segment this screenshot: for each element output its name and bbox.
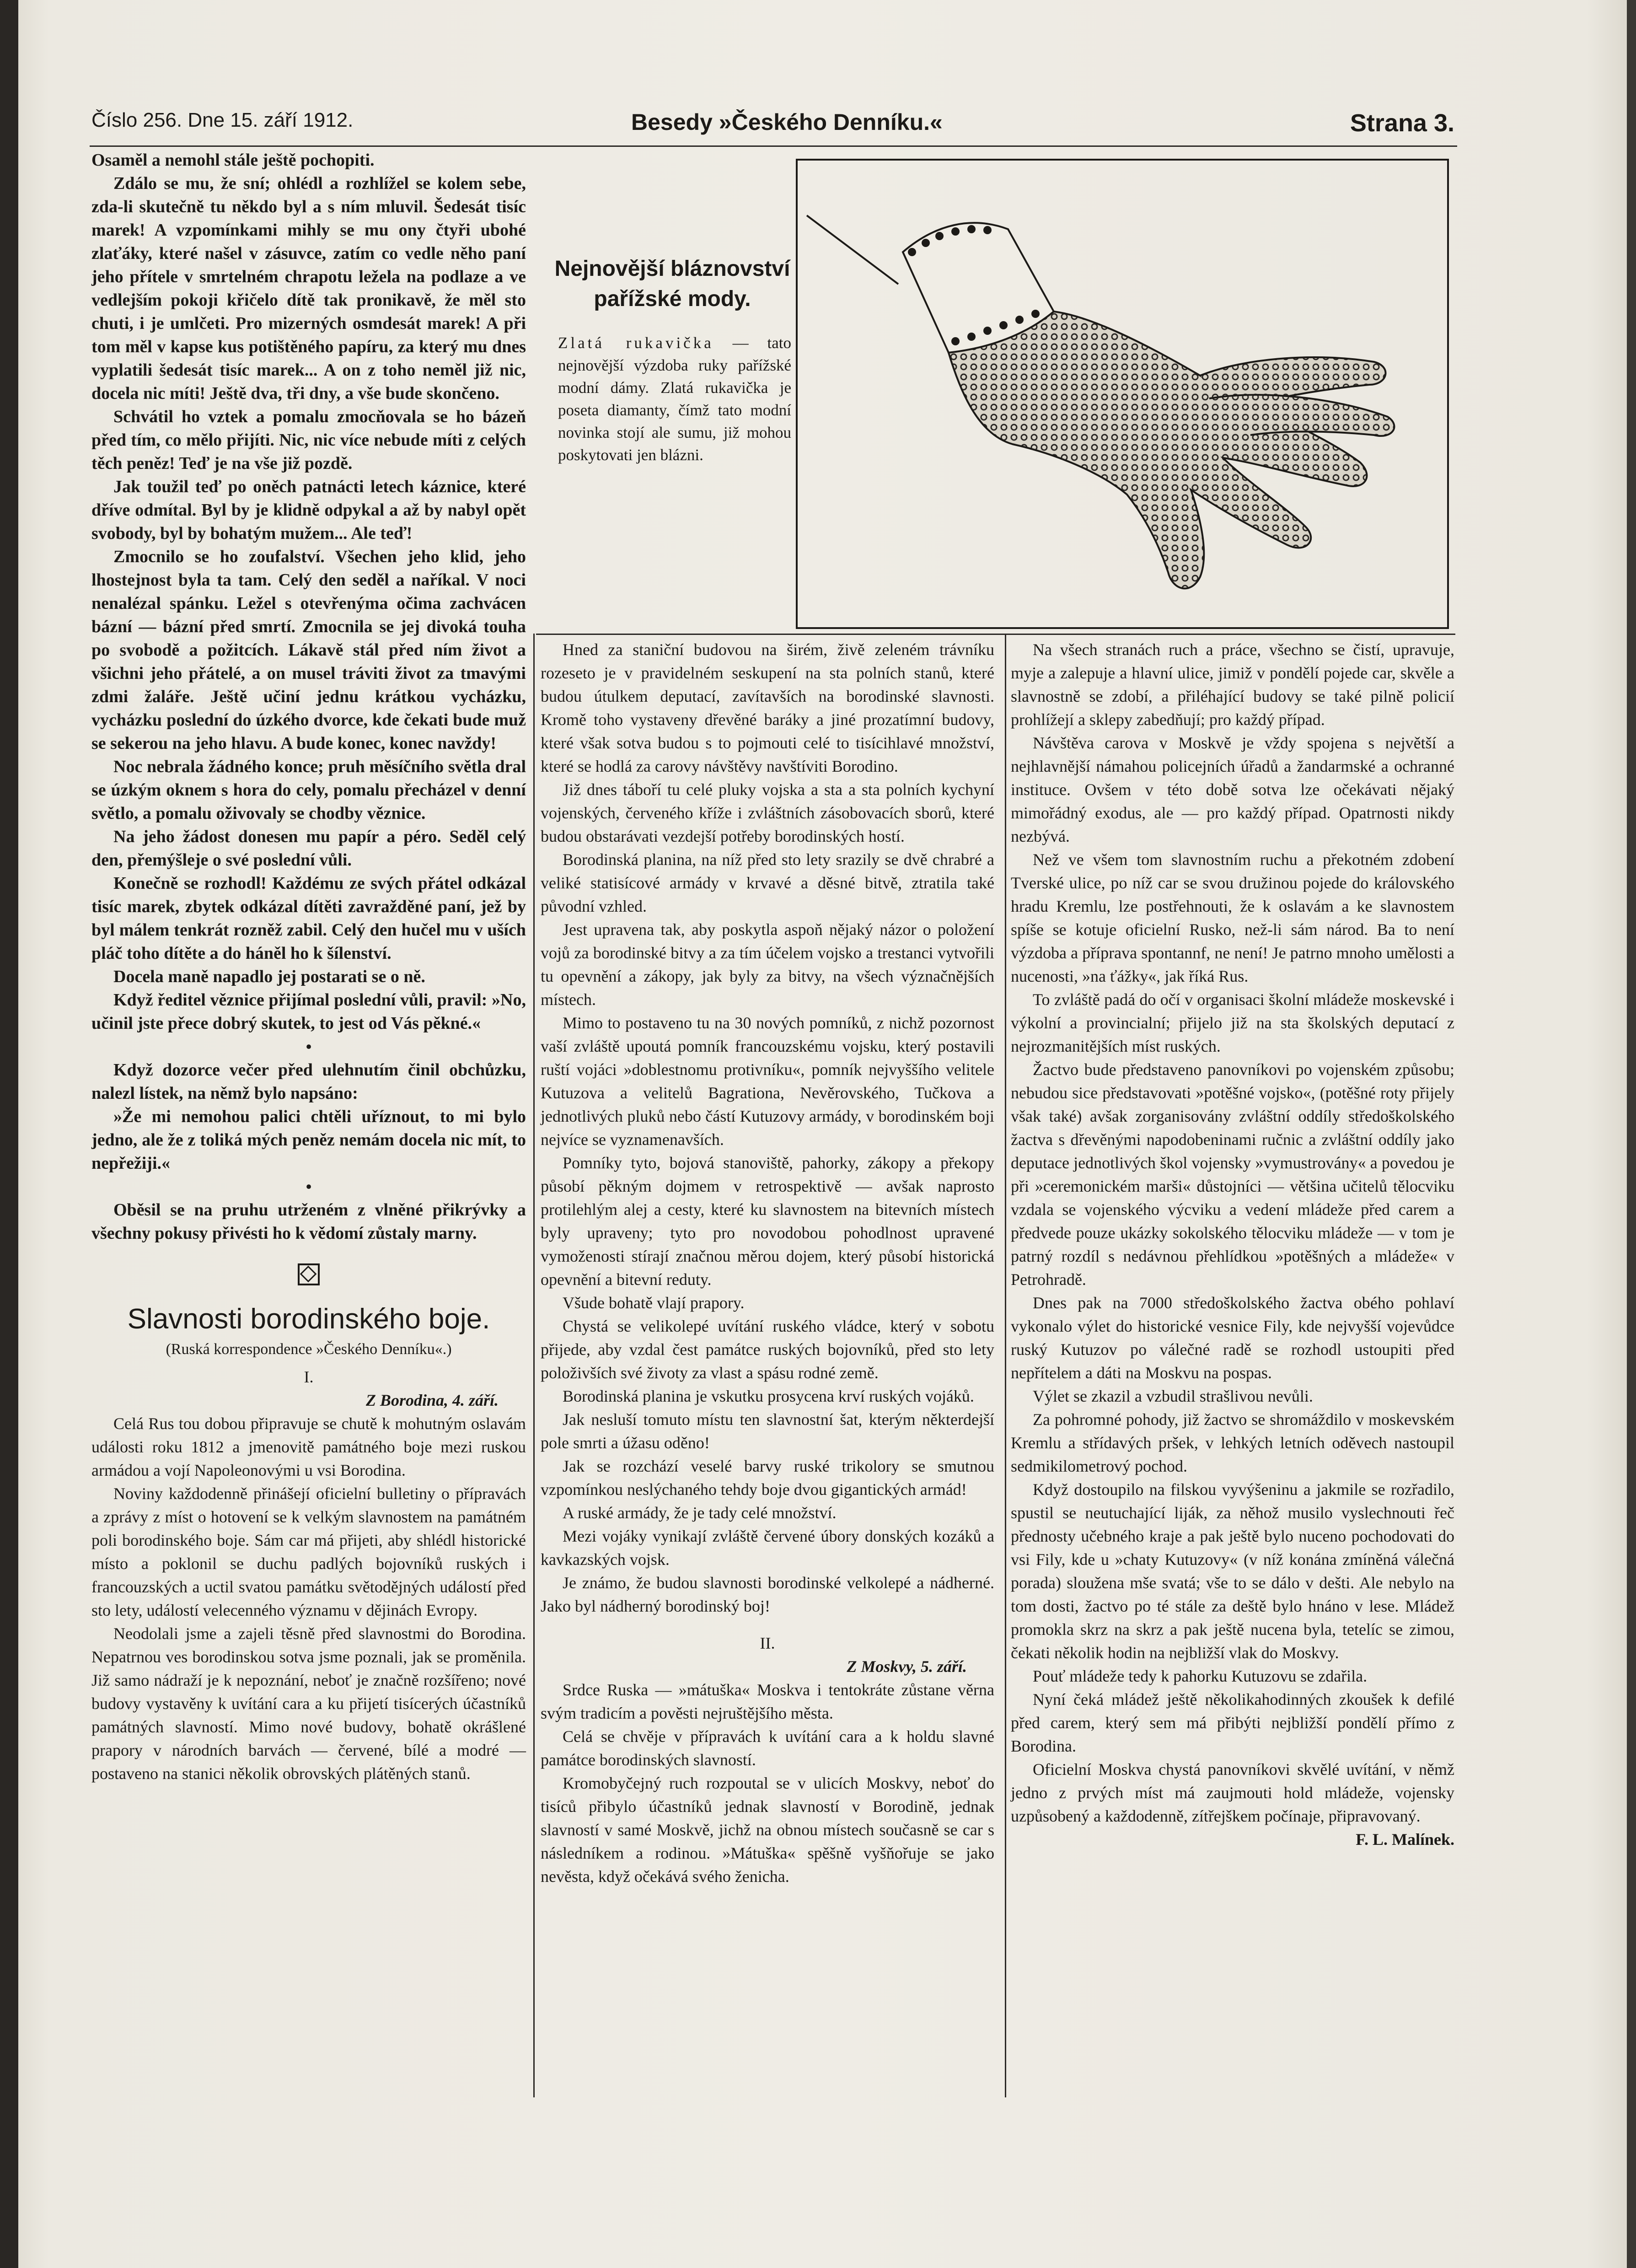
article-paragraph: Než ve všem tom slavnostním ruchu a překotném zdobení Tverské ulice, po níž car se svou družinou pojede do královského hradu Kremlu, lze postřehnouti, že k oslavám a ke slavnostem spíše se kotuje oficielní Rusko, než-li sám národ. Ba to není výzdoba a příprava spontannf, ne není! Je patrno mnoho umělosti a nucenosti, »na ťážky«, jak říká Rus. bbox=[1011, 850, 1454, 985]
illustration-caption bbox=[558, 332, 791, 466]
scan-edge-left bbox=[0, 0, 18, 2268]
article-paragraph: Srdce Ruska — »mátuška« Moskva i tentokráte zůstane věrna svým tradicím a pověsti nejruštějšího města. bbox=[541, 1681, 994, 1722]
article-paragraph: Jest upravena tak, aby poskytla aspoň nějaký názor o položení vojů za borodinské bitvy a za tím účelem vojsko a trestanci vytvořili tu opevnění a zákopy, jak byly za bitvy, na všech význačnějších místech. bbox=[541, 920, 994, 1009]
article-paragraph: Pouť mládeže tedy k pahorku Kutuzovu se zdařila. bbox=[1033, 1667, 1368, 1685]
article-title: Slavnosti borodinského boje. bbox=[127, 1303, 490, 1335]
story-paragraph: Schvátil ho vztek a pomalu zmocňovala se ho bázeň před tím, co mělo přijíti. Nic, nic více nebude míti z celých těch peněz! Teď je na vše již pozdě. bbox=[91, 407, 526, 473]
story-paragraph: Na jeho žádost donesen mu papír a péro. Seděl celý den, přemýšleje o své poslední vůli. bbox=[91, 827, 526, 870]
article-paragraph: Na všech stranách ruch a práce, všechno se čistí, upravuje, myje a zalepuje a hlavní ulice, jimiž v pondělí pojede car, skvěle a slavnostně se zdobí, a přiléhající budovy se také pilně policií prohlížejí a sklepy zabedňují; pro každý případ. bbox=[1011, 640, 1454, 729]
glove-icon bbox=[798, 161, 1447, 627]
article-paragraph: Jak se rozchází veselé barvy ruské trikolory se smutnou vzpomínkou neslýchaného tehdy boje dvou gigantických armád! bbox=[541, 1457, 994, 1499]
article-subtitle: (Ruská korrespondence »Českého Denníku«.) bbox=[166, 1341, 452, 1358]
story-paragraph: Osaměl a nemohl stále ještě pochopiti. bbox=[91, 150, 375, 170]
article-paragraph: Všude bohatě vlají prapory. bbox=[563, 1294, 745, 1312]
section-rule bbox=[536, 634, 1455, 635]
article-paragraph: Celá Rus tou dobou připravuje se chutě k mohutným oslavám události roku 1812 a jmenovitě památného boje mezi ruskou armádou a vojí Napoleonovými u vsi Borodina. bbox=[91, 1414, 526, 1479]
glove-engraving bbox=[796, 159, 1449, 629]
dateline: Z Moskvy, 5. září. bbox=[847, 1657, 967, 1676]
caption-text: — tato nejnovější výzdoba ruky pařížské modní dámy. Zlatá rukavička je poseta diamanty, čímž tato modní novinka stojí ale sumu, již mohou poskytovati jen blázni. bbox=[558, 334, 791, 464]
story-paragraph: Oběsil se na pruhu utrženém z vlněné přikrývky a všechny pokusy přivésti ho k vědomí zůstaly marny. bbox=[91, 1200, 526, 1243]
article-paragraph: Výlet se zkazil a vzbudil strašlivou nevůli. bbox=[1033, 1387, 1313, 1405]
column-left bbox=[91, 149, 526, 1785]
article-paragraph: Pomníky tyto, bojová stanoviště, pahorky, zákopy a překopy působí pěkným dojmem v retrospektivě — avšak naprosto protilehlým alej a cesty, které ku slavnostem na bitevních místech byly upraveny; tyto pro novodobou pohodlnost upravené vymoženosti stírají značnou měrou dojem, který působí historická opevnění a bitevní reduty. bbox=[541, 1154, 994, 1289]
article-paragraph: Dnes pak na 7000 středoškolského žactva obého pohlaví vykonalo výlet do historické vesnice Fily, kde nejvyšší vojevůdce ruský Kutuzov po válečné radě se rozhodl ustoupiti před nepřítelem a dáti na Moskvu na pospas. bbox=[1011, 1294, 1454, 1382]
article-paragraph: Za pohromné pohody, již žactvo se shromáždilo v moskevském Kremlu a střídavých pršek, v lehkých letních oděvech nastoupil sedmikilometrový pochod. bbox=[1011, 1410, 1454, 1475]
story-paragraph: Když dozorce večer před ulehnutím činil obchůzku, nalezl lístek, na němž bylo napsáno: bbox=[91, 1060, 526, 1103]
article-paragraph: Již dnes táboří tu celé pluky vojska a sta a sta polních kychyní vojenských, červeného kříže i zvláštních zásobovacích sborů, které budou obstarávati vezdejší potřeby borodinských hostí. bbox=[541, 780, 994, 845]
column-divider bbox=[1005, 634, 1006, 2097]
section-number: I. bbox=[304, 1368, 314, 1386]
column-divider bbox=[533, 634, 535, 2097]
article-paragraph: Žactvo bude představeno panovníkovi po vojenském způsobu; nebudou sice představovati »potěšné vojsko«, (potěšné roty přijely však také) avšak zorganisovány zvláštní oddíly středoškolského žactva s dřevěnými napodobeninami ručnic a zvláštní oddíly jako deputace jednotlivých škol vojensky »vymustrovány« a povedou je při »ceremonickém marši« důstojníci — většina učitelů tělocviku vzdala se vojenského výcviku a vedení mládeže před carem a předvede pouze ukázky sokolského tělocviku mládeže — v tom je patrný rozdíl s nedávnou přehlídkou »potěšných a mládeže« v Petrohradě. bbox=[1011, 1060, 1454, 1289]
story-paragraph: Konečně se rozhodl! Každému ze svých přátel odkázal tisíc marek, zbytek odkázal dítěti zavražděné paní, jež by byl málem tenkrát rozněž zabil. Celý den hučel mu v uších pláč toho dítěte a do háněl ho k šílenství. bbox=[91, 874, 526, 963]
caption-lead: Zlatá rukavička bbox=[558, 334, 714, 352]
article-paragraph: Jak nesluší tomuto místu ten slavnostní šat, kterým některdejší pole smrti a úžasu oděno! bbox=[541, 1410, 994, 1452]
scan-edge-right bbox=[1627, 0, 1636, 2268]
article-paragraph: Mezi vojáky vynikají zvláště červené úbory donských kozáků a kavkazských vojsk. bbox=[541, 1527, 994, 1569]
article-paragraph: Borodinská planina je vskutku prosycena krví ruských vojáků. bbox=[563, 1387, 974, 1405]
article-paragraph: Hned za staniční budovou na širém, živě zeleném trávníku rozeseto je v pravidelném seskupení na sta polních stanů, které budou útulkem deputací, zavítavších na borodinské slavnosti. Kromě toho vystaveny dřevěné baráky a jiné prozatímní budovy, které však sotva budou s to pojmouti celé to tisícihlavé množství, které se hodlá za carovy návštěvy navštíviti Borodino. bbox=[541, 640, 994, 775]
illustration-block bbox=[544, 153, 1454, 629]
article-paragraph: To zvláště padá do očí v organisaci školní mládeže moskevské i výkolní a provincialní; přijelo již na sta školských deputací z nejrozmanitějších míst ruských. bbox=[1011, 990, 1454, 1055]
article-paragraph: Kromobyčejný ruch rozpoutal se v ulicích Moskvy, neboť do tisíců přibylo účastníků jednak slavností v Borodině, jednak slavností v samé Moskvě, jichž na obnou místech současně se car s následníkem a rodinou. »Mátuška« spěšně vyšňořuje se jako nevěsta, když očekává svého ženicha. bbox=[541, 1774, 994, 1886]
article-paragraph: Borodinská planina, na níž před sto lety srazily se dvě chrabré a veliké statisícové armády v krvavé a děsné bitvě, ztratila také původní vzhled. bbox=[541, 850, 994, 915]
section-number: II. bbox=[760, 1634, 775, 1652]
column-right bbox=[1011, 638, 1454, 1851]
article-paragraph: Návštěva carova v Moskvě je vždy spojena s největší a nejhlavnější námahou policejních úřadů a žandarmské a ochranné instituce. Ovšem v této době sotva lze očekávati nějaký mimořádný exodus, ale — pro každý případ. Opatrnosti nikdy nezbývá. bbox=[1011, 734, 1454, 845]
article-paragraph: Mimo to postaveno tu na 30 nových pomníků, z nichž pozornost vaší zvláště upoutá pomník francouzskému vojsku, který postavili ruští vojáci »doblestnomu protivníku«, pomník nejvyššího velitele Kutuzova a velitelů Bagrationa, Nevěrovského, Tučkova a jednotlivých pluků nebo částí Kutuzovy armády, v borodinském boji nejvíce se vyznamenavších. bbox=[541, 1014, 994, 1149]
column-middle bbox=[541, 638, 994, 1888]
story-paragraph: »Že mi nemohou palici chtěli uříznout, to mi bylo jedno, ale že z toliká mých peněz nemám docela nic mít, to nepřežiji.« bbox=[91, 1107, 526, 1173]
header-rule bbox=[90, 145, 1457, 147]
publication-title: Besedy »Českého Denníku.« bbox=[631, 109, 943, 135]
story-paragraph: Zdálo se mu, že sní; ohlédl a rozhlížel se kolem sebe, zda-li skutečně tu někdo byl a s ním mluvil. Šedesát tisíc marek! A vzpomínkami mihly se mu ony čtyři ubohé zlaťáky, které našel v zásuvce, zatím co vedle něho paní jeho přítele v smrtelném chrapotu ležela na podlaze a ve vedlejším pokoji křičelo dítě tak pronikavě, že měl sto chuti, i je umlčeti. Pro mizerných osmdesát marek! A při tom měl v kapse kus potištěného papíru, za který mu dnes vyplatili šedesát tisíc marek... A on z toho neměl již nic, docela nic míti! Ještě dva, tři dny, a vše bude skončeno. bbox=[91, 174, 526, 403]
dateline: Z Borodina, 4. září. bbox=[365, 1391, 499, 1409]
article-paragraph: Oficielní Moskva chystá panovníkovi skvělé uvítání, v němž jedno z prvých míst má zaujmouti hold mládeže, vojensky uzpůsobený a každodenně, zítřejškem počínaje, připravovaný. bbox=[1011, 1760, 1454, 1825]
article-paragraph: A ruské armády, že je tady celé množství. bbox=[563, 1504, 837, 1522]
page-number: Strana 3. bbox=[1350, 109, 1454, 137]
story-paragraph: Noc nebrala žádného konce; pruh měsíčního světla dral se úzkým oknem s hora do cely, pomalu přecházel v denní světlo, a pomalu oživovaly se chodby věznice. bbox=[91, 757, 526, 823]
illustration-title: Nejnovější bláznovství pařížské mody. bbox=[554, 257, 790, 311]
section-star: • bbox=[306, 1177, 312, 1196]
article-paragraph: Když dostoupilo na filskou vyvýšeninu a jakmile se rozřadilo, spustil se neutuchající liják, za něhož musilo vyslechnouti řeč přednosty učebného kraje a pak ještě bylo nuceno pochodovati do vsi Fily, kde u »chaty Kutuzovy« (v níž konána zmíněná válečná porada) sloužena mše svatá; vše to se dálo v dešti. Ale nebylo na tom dosti, žactvo po té stále za deště bylo hnáno v lese. Mládež promokla skrz na skrz a pak ještě nucena byla, tetelíc se zimou, čekati několik hodin na nejbližší vlak do Moskvy. bbox=[1011, 1480, 1454, 1662]
section-star: • bbox=[306, 1037, 312, 1056]
article-paragraph: Chystá se velikolepé uvítání ruského vládce, který v sobotu přijede, aby vzdal čest památce ruských bojovníků, před sto lety položivších své životy za vlast a spásu rodné země. bbox=[541, 1317, 994, 1382]
story-paragraph: Když ředitel věznice přijímal poslední vůli, pravil: »No, učinil jste přece dobrý skutek, to jest od Vás pěkné.« bbox=[91, 990, 526, 1033]
issue-line: Číslo 256. Dne 15. září 1912. bbox=[91, 109, 354, 131]
author-signature: F. L. Malínek. bbox=[1356, 1830, 1454, 1849]
article-paragraph: Neodolali jsme a zajeli těsně před slavnostmi do Borodina. Nepatrnou ves borodinskou sotva jsme poznali, jak se proměnila. Již samo nádraží je k nepoznání, neboť je značně rozšířeno; nové budovy vystavěny k uvítání cara a ku přijetí tisícerých účastníků památných slavností. Mimo nové budovy, bohatě okrášlené prapory v národních barvách — červené, bílé a modré — postaveno na stanici několik obrovských plátěných stanů. bbox=[91, 1624, 526, 1783]
ornament-icon bbox=[91, 1263, 526, 1292]
page-header bbox=[91, 109, 1454, 141]
article-paragraph: Je známo, že budou slavnosti borodinské velkolepé a nádherné. Jako byl nádherný borodinský boj! bbox=[541, 1574, 994, 1615]
story-paragraph: Docela maně napadlo jej postarati se o ně. bbox=[113, 967, 425, 986]
story-paragraph: Jak toužil teď po oněch patnácti letech káznice, které dříve odmítal. Byl by je klidně odpykal a až by nabyl opět svobody, byl by bohatým mužem... Ale teď! bbox=[91, 477, 526, 543]
article-paragraph: Noviny každodenně přinášejí oficielní bulletiny o přípravách a zprávy z míst o hotovení se k velkým slavnostem na památném poli borodinského boje. Sám car má přijeti, aby shlédl historické místo a poklonil se duchu padlých bojovníků ruských i francouzských a uctil svatou památku světodějných událostí před sto lety, událostí velecenného významu v dějinách Evropy. bbox=[91, 1484, 526, 1619]
article-paragraph: Celá se chvěje v přípravách k uvítání cara a k holdu slavné památce borodinských slavností. bbox=[541, 1727, 994, 1769]
story-paragraph: Zmocnilo se ho zoufalství. Všechen jeho klid, jeho lhostejnost byla ta tam. Celý den seděl a naříkal. V noci nenalézal spánku. Ležel s otevřenýma očima zachvácen bázní — bázní před smrtí. Zmocnila se jej divoká touha po svobodě a požitcích. Lákavě stál před ním život a všichni jeho přátelé, a on musel tráviti život za tmavými zdmi žaláře. Ještě učiní jednu krátkou vycházku, vycházku poslední do úzkého dvorce, kde čekati bude muž se sekerou na jeho hlavu. A bude konec, konec navždy! bbox=[91, 547, 526, 753]
article-paragraph: Nyní čeká mládež ještě několikahodinných zkoušek k defilé před carem, který sem má přibýti nejbližší pondělí přímo z Borodina. bbox=[1011, 1690, 1454, 1755]
